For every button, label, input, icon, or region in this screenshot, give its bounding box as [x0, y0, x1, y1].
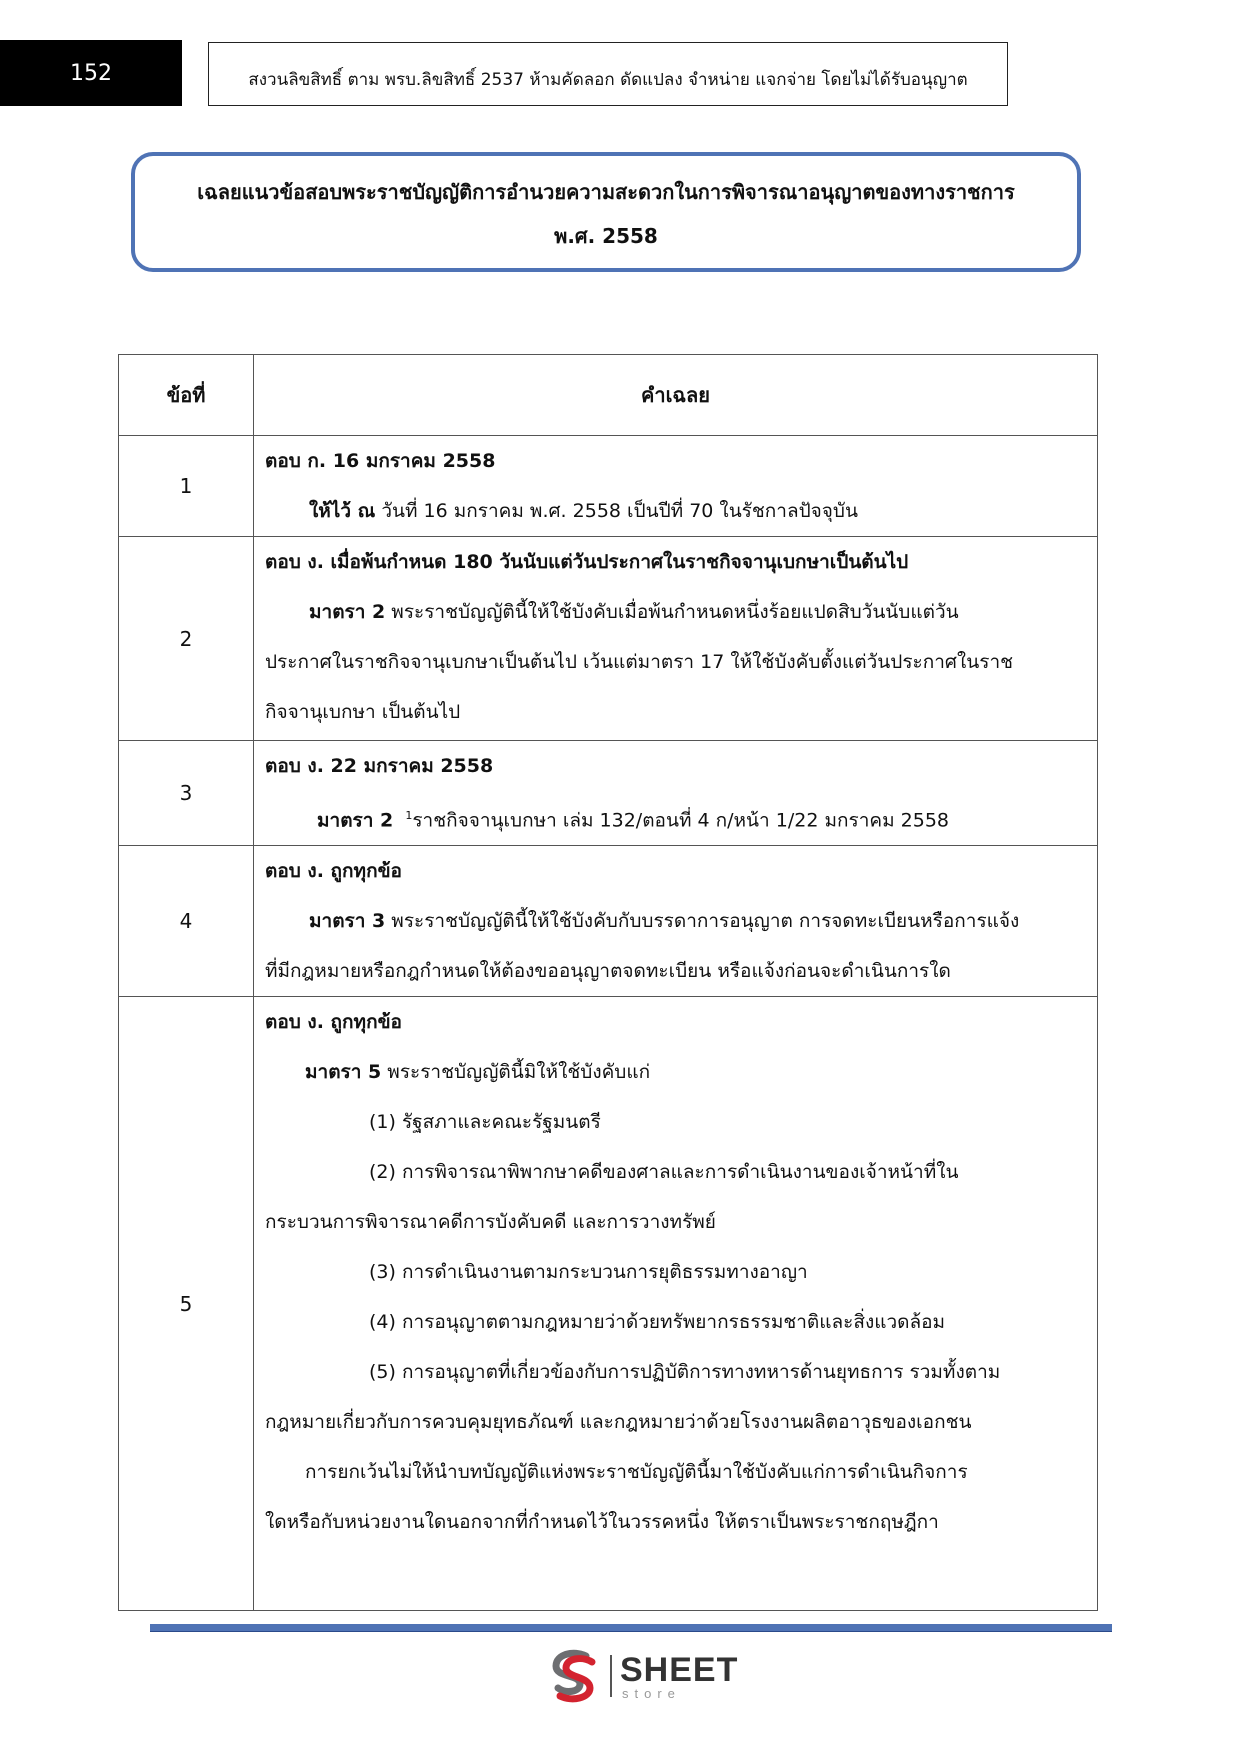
closing-text: การยกเว้นไม่ให้นำบทบัญญัติแห่งพระราชบัญญัตินี้มาใช้บังคับแก่การดำเนินกิจการ: [305, 1461, 968, 1484]
answer-choice: ตอบ ก. 16 มกราคม 2558: [265, 450, 496, 472]
document-title-box: [131, 152, 1081, 272]
answer-choice: ตอบ ง. เมื่อพ้นกำหนด 180 วันนับแต่วันประกาศในราชกิจจานุเบกษาเป็นต้นไป: [265, 551, 909, 573]
row-number: 1: [119, 436, 254, 537]
footnote-mark: 1: [405, 809, 413, 822]
header-answer: คำเฉลย: [254, 355, 1098, 436]
header-number: ข้อที่: [119, 355, 254, 436]
clause-label: มาตรา 2: [317, 809, 394, 832]
row-number: 4: [119, 846, 254, 997]
answer-table: [118, 354, 1098, 1611]
footer-divider: [150, 1624, 1112, 1632]
clause-label: มาตรา 5: [305, 1061, 382, 1084]
footnote-text: ราชกิจจานุเบกษา เล่ม 132/ตอนที่ 4 ก/หน้า 1/22 มกราคม 2558: [412, 809, 949, 832]
clause-label: มาตรา 3: [309, 910, 386, 933]
table-header-row: [119, 355, 1098, 436]
exemption-item: (1) รัฐสภาและคณะรัฐมนตรี: [369, 1111, 601, 1134]
clause-label: มาตรา 2: [309, 601, 386, 623]
clause-text: ประกาศในราชกิจจานุเบกษาเป็นต้นไป เว้นแต่มาตรา 17 ให้ใช้บังคับตั้งแต่วันประกาศในราช: [265, 651, 1014, 673]
row-answer: [254, 741, 1098, 846]
clause-text: วันที่ 16 มกราคม พ.ศ. 2558 เป็นปีที่ 70 ในรัชกาลปัจจุบัน: [375, 500, 858, 522]
table-row: [119, 846, 1098, 997]
clause-text: ที่มีกฎหมายหรือกฎกำหนดให้ต้องขออนุญาตจดทะเบียน หรือแจ้งก่อนจะดำเนินการใด: [265, 960, 951, 983]
clause-label: ให้ไว้ ณ: [309, 500, 376, 522]
logo-wordmark: [620, 1650, 739, 1701]
table-row: [119, 741, 1098, 846]
exemption-item: (5) การอนุญาตที่เกี่ยวข้องกับการปฏิบัติการทางทหารด้านยุทธการ รวมทั้งตาม: [369, 1361, 1001, 1384]
closing-text: ใดหรือกับหน่วยงานใดนอกจากที่กำหนดไว้ในวรรคหนึ่ง ให้ตราเป็นพระราชกฤษฎีกา: [265, 1511, 939, 1534]
clause-text: พระราชบัญญัตินี้ให้ใช้บังคับเมื่อพ้นกำหนดหนึ่งร้อยแปดสิบวันนับแต่วัน: [385, 601, 959, 623]
answer-choice: ตอบ ง. ถูกทุกข้อ: [265, 860, 402, 883]
exemption-item: (3) การดำเนินงานตามกระบวนการยุติธรรมทางอาญา: [369, 1261, 808, 1284]
exemption-item: (2) การพิจารณาพิพากษาคดีของศาลและการดำเนินงานของเจ้าหน้าที่ใน: [369, 1161, 959, 1184]
row-number: 2: [119, 537, 254, 741]
logo-main-text: SHEET: [620, 1650, 739, 1689]
table-row: [119, 436, 1098, 537]
row-answer: [254, 997, 1098, 1611]
logo-s-icon: [546, 1648, 604, 1704]
exemption-item-cont: กฎหมายเกี่ยวกับการควบคุมยุทธภัณฑ์ และกฎหมายว่าด้วยโรงงานผลิตอาวุธของเอกชน: [265, 1411, 972, 1434]
logo-sub-text: store: [622, 1685, 681, 1701]
clause-text: พระราชบัญญัตินี้มิให้ใช้บังคับแก่: [381, 1061, 651, 1084]
document-title: เฉลยแนวข้อสอบพระราชบัญญัติการอำนวยความสะดวกในการพิจารณาอนุญาตของทางราชการ: [197, 180, 1015, 204]
exemption-item: (4) การอนุญาตตามกฎหมายว่าด้วยทรัพยากรธรรมชาติและสิ่งแวดล้อม: [369, 1311, 946, 1334]
answer-choice: ตอบ ง. ถูกทุกข้อ: [265, 1011, 402, 1034]
row-answer: [254, 537, 1098, 741]
row-answer: [254, 846, 1098, 997]
sheet-store-logo: [546, 1648, 738, 1704]
row-number: 3: [119, 741, 254, 846]
clause-text: กิจจานุเบกษา เป็นต้นไป: [265, 701, 461, 723]
answer-choice: ตอบ ง. 22 มกราคม 2558: [265, 755, 494, 777]
logo-separator: [610, 1655, 612, 1697]
document-title-year: พ.ศ. 2558: [554, 224, 658, 248]
exemption-item-cont: กระบวนการพิจารณาคดีการบังคับคดี และการวางทรัพย์: [265, 1211, 716, 1234]
table-row: [119, 537, 1098, 741]
row-answer: [254, 436, 1098, 537]
page-number: 152: [0, 40, 182, 106]
row-number: 5: [119, 997, 254, 1611]
table-row: [119, 997, 1098, 1611]
copyright-notice: สงวนลิขสิทธิ์ ตาม พรบ.ลิขสิทธิ์ 2537 ห้ามคัดลอก ดัดแปลง จำหน่าย แจกจ่าย โดยไม่ได้รับอนุญาต: [208, 42, 1008, 106]
clause-text: พระราชบัญญัตินี้ให้ใช้บังคับกับบรรดาการอนุญาต การจดทะเบียนหรือการแจ้ง: [385, 910, 1020, 933]
